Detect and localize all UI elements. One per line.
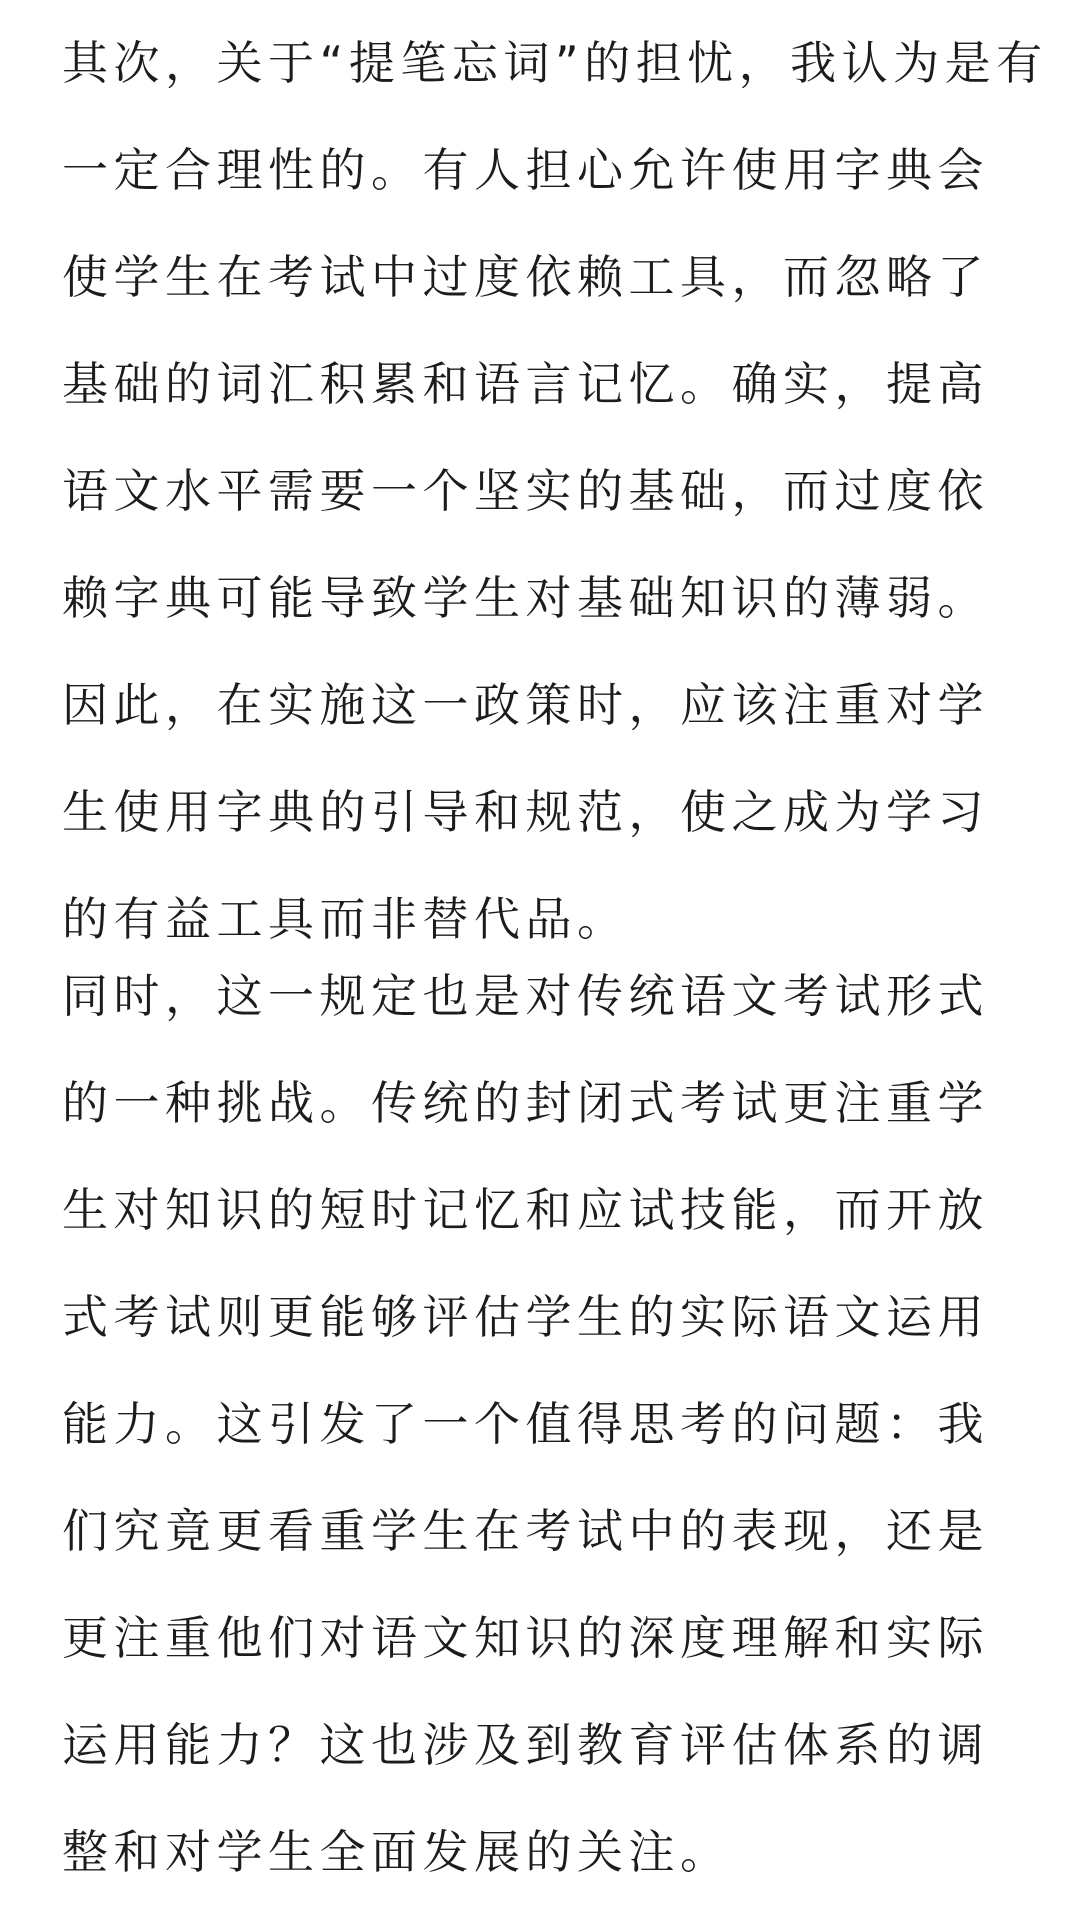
text-line: 的有益工具而非替代品。 — [62, 892, 629, 946]
text-line: 赖字典可能导致学生对基础知识的薄弱。 — [62, 571, 989, 625]
text-line: 基础的词汇积累和语言记忆。确实，提高 — [62, 357, 989, 411]
text-line: 运用能力？这也涉及到教育评估体系的调 — [62, 1718, 989, 1772]
text-line: 的一种挑战。传统的封闭式考试更注重学 — [62, 1076, 989, 1130]
text-line: 语文水平需要一个坚实的基础，而过度依 — [62, 464, 989, 518]
text-line: 生对知识的短时记忆和应试技能，而开放 — [62, 1183, 989, 1237]
text-line: 因此，在实施这一政策时，应该注重对学 — [62, 678, 989, 732]
text-line: 们究竟更看重学生在考试中的表现，还是 — [62, 1504, 989, 1558]
text-line: 整和对学生全面发展的关注。 — [62, 1825, 732, 1879]
text-line: 式考试则更能够评估学生的实际语文运用 — [62, 1290, 989, 1344]
paragraph-2 — [62, 943, 1038, 1906]
paragraph-1 — [62, 10, 1048, 973]
text-line: 能力。这引发了一个值得思考的问题：我 — [62, 1397, 989, 1451]
text-line: 其次，关于“提笔忘词”的担忧，我认为是有 — [62, 36, 1048, 90]
text-line: 更注重他们对语文知识的深度理解和实际 — [62, 1611, 989, 1665]
text-line: 生使用字典的引导和规范，使之成为学习 — [62, 785, 989, 839]
text-line: 同时，这一规定也是对传统语文考试形式 — [62, 969, 989, 1023]
text-line: 使学生在考试中过度依赖工具，而忽略了 — [62, 250, 989, 304]
text-line: 一定合理性的。有人担心允许使用字典会 — [62, 143, 989, 197]
